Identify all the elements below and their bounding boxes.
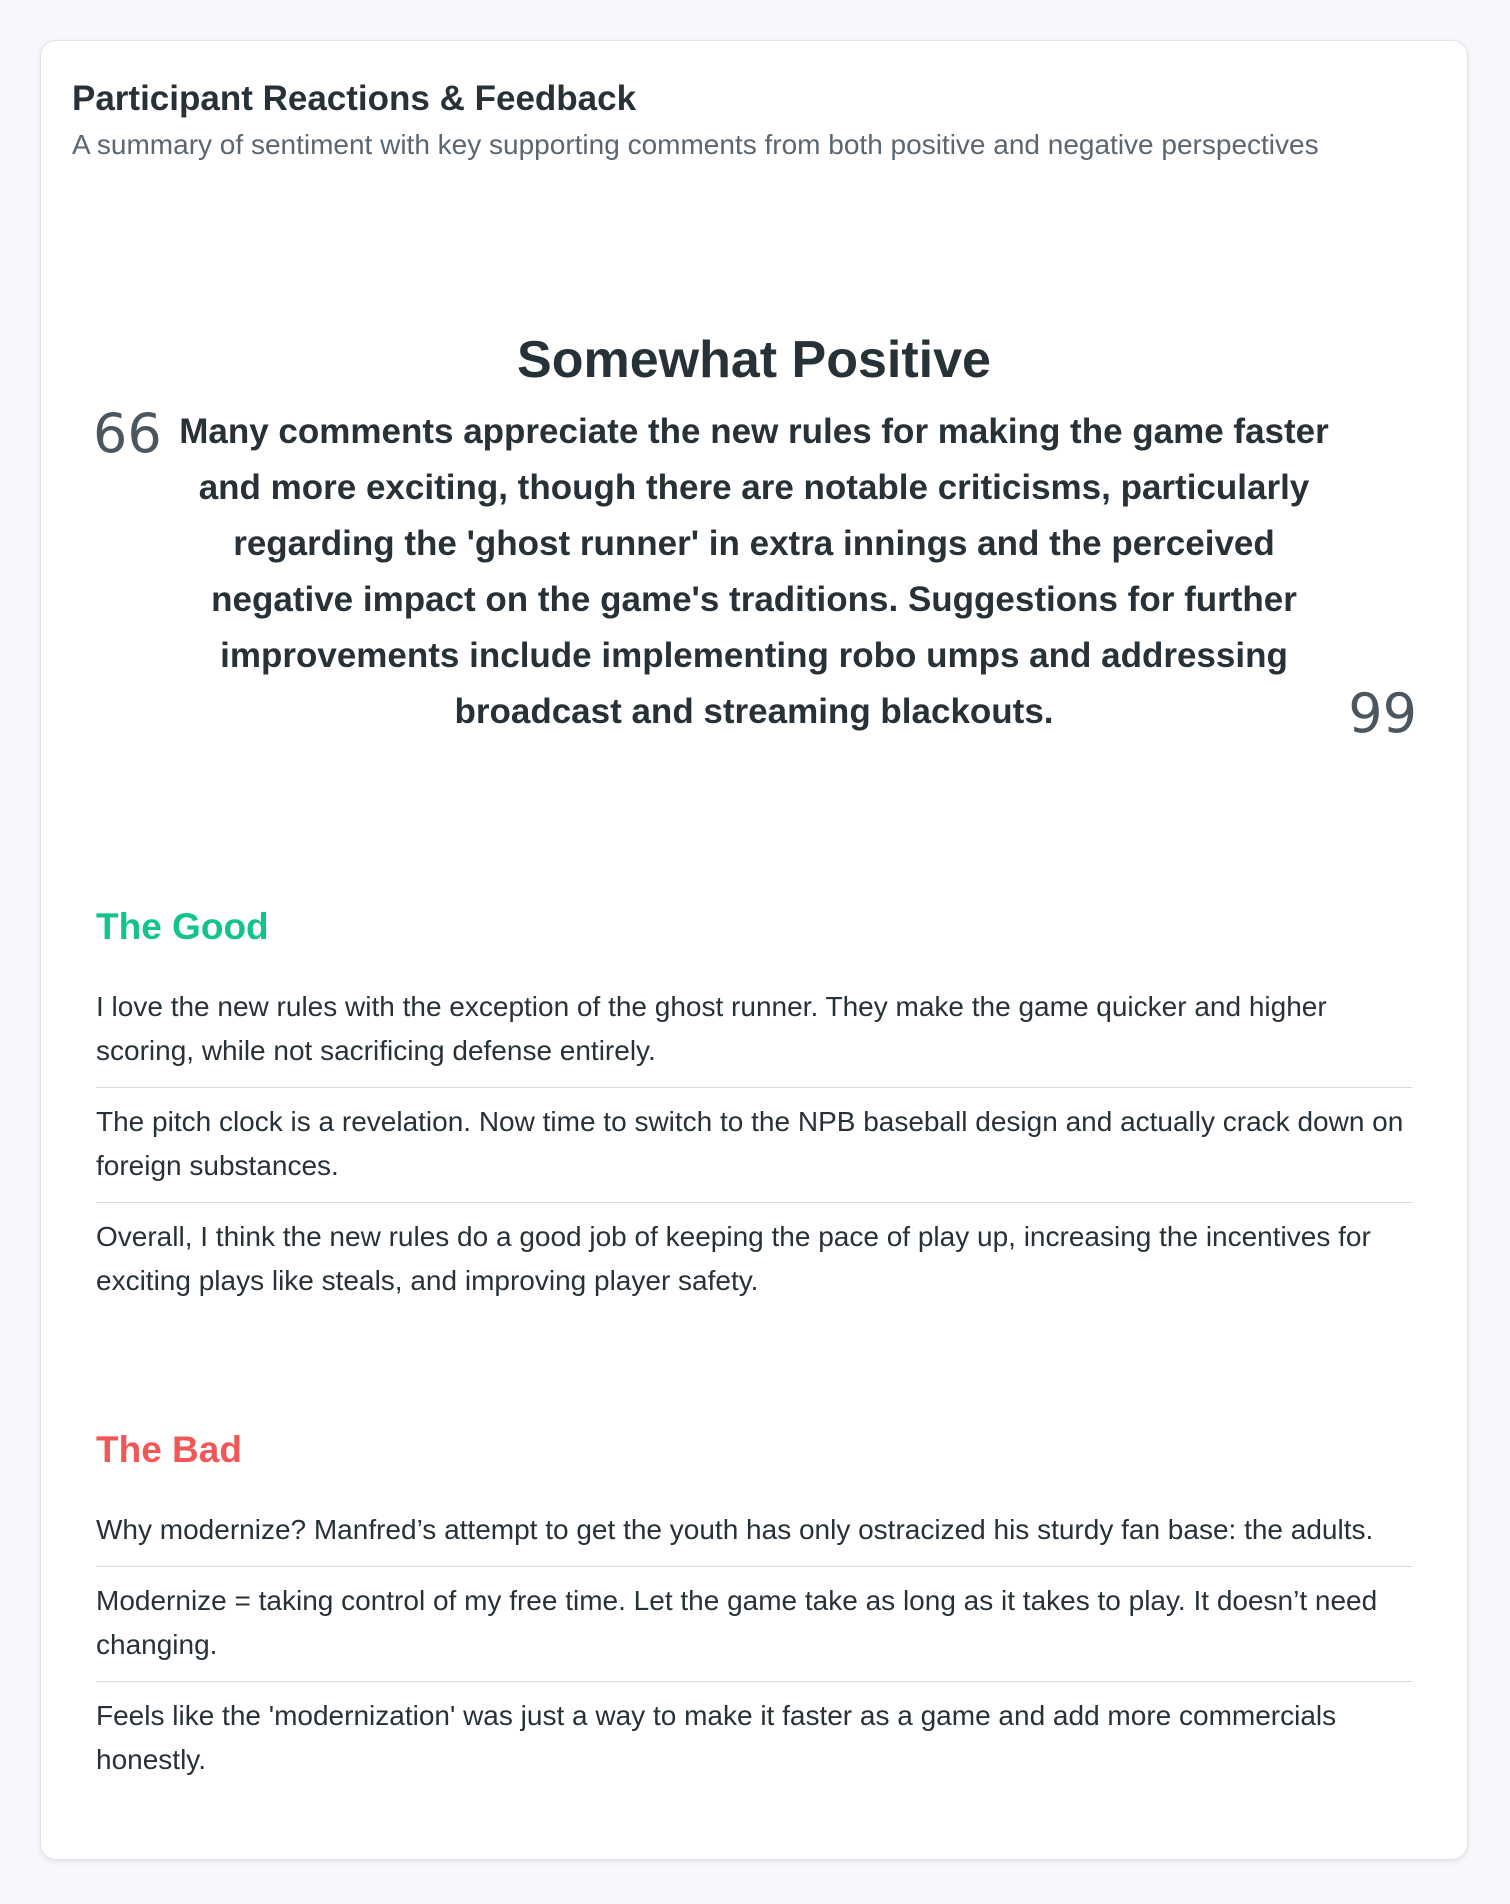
sentiment-summary (41, 328, 1467, 744)
card-title: Participant Reactions & Feedback (72, 79, 637, 118)
card-header (72, 77, 1436, 163)
bad-comment: Why modernize? Manfred’s attempt to get the youth has only ostracized his sturdy fan base: the adults. (96, 1496, 1412, 1567)
summary-quote (41, 404, 1467, 744)
bad-comment: Feels like the 'modernization' was just a way to make it faster as a game and add more commercials honestly. (96, 1700, 1337, 1775)
close-quote-icon: 99 (1348, 682, 1417, 745)
good-comment: I love the new rules with the exception of the ghost runner. They make the game quicker and higher scoring, while not sacrificing defense entirely. (96, 973, 1412, 1088)
sentiment-label: Somewhat Positive (517, 331, 991, 389)
summary-text: Many comments appreciate the new rules for making the game faster and more exciting, though there are notable criticisms, particularly regarding the 'ghost runner' in extra innings and the perceived negative impact on the game's traditions. Suggestions for further improvements include implementing robo umps and addressing broadcast and streaming blackouts. (179, 412, 1329, 731)
good-comment: Overall, I think the new rules do a good job of keeping the pace of play up, increasing the incentives for exciting plays like steals, and improving player safety. (96, 1221, 1371, 1296)
bad-section (96, 1426, 1412, 1796)
bad-section-title: The Bad (96, 1429, 242, 1470)
open-quote-icon: 66 (93, 402, 162, 465)
feedback-card (40, 40, 1468, 1860)
card-subtitle: A summary of sentiment with key supporting comments from both positive and negative perspectives (72, 129, 1319, 160)
bad-comment: Modernize = taking control of my free time. Let the game take as long as it takes to play. It doesn’t need changing. (96, 1567, 1412, 1682)
good-section (96, 903, 1412, 1317)
good-comment: The pitch clock is a revelation. Now time to switch to the NPB baseball design and actually crack down on foreign substances. (96, 1088, 1412, 1203)
good-section-title: The Good (96, 906, 269, 947)
